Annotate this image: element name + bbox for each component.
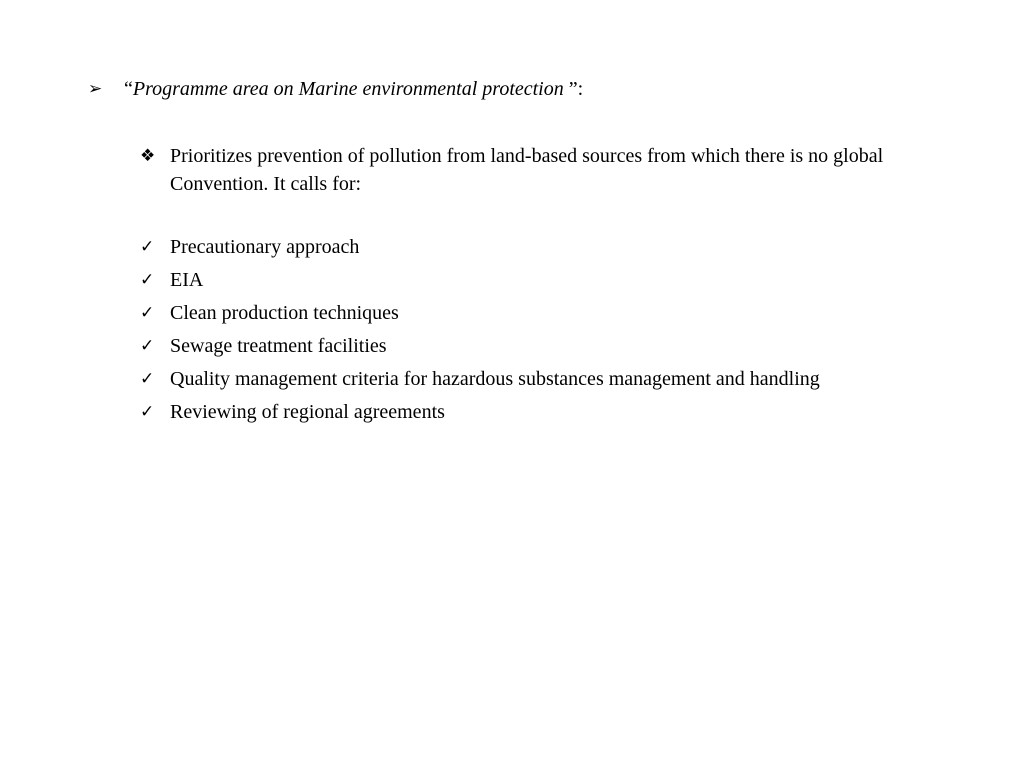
- check-icon: ✓: [140, 369, 155, 389]
- checklist-item-text: EIA: [170, 269, 204, 291]
- paragraph-text: Prioritizes prevention of pollution from land-based sources from which there is no global Convention. It calls for:: [170, 145, 884, 195]
- arrowhead-bullet-icon: ➢: [88, 79, 103, 98]
- open-quote: “: [124, 78, 133, 100]
- close-quote: ”:: [563, 78, 584, 100]
- check-icon: ✓: [140, 270, 155, 290]
- programme-area-title: Programme area on Marine environmental protection: [132, 78, 564, 100]
- checklist-item-text: Reviewing of regional agreements: [170, 401, 445, 423]
- check-icon: ✓: [140, 303, 155, 323]
- diamond-bullet-icon: ❖: [140, 146, 156, 165]
- check-icon: ✓: [140, 336, 155, 356]
- check-icon: ✓: [140, 237, 155, 257]
- checklist-item-text: Precautionary approach: [170, 236, 360, 258]
- checklist-item-text: Quality management criteria for hazardous substances management and handling: [170, 368, 820, 390]
- checklist-item-text: Sewage treatment facilities: [170, 335, 387, 357]
- heading-text: [124, 76, 583, 102]
- check-icon: ✓: [140, 402, 155, 422]
- checklist-item-text: Clean production techniques: [170, 302, 399, 324]
